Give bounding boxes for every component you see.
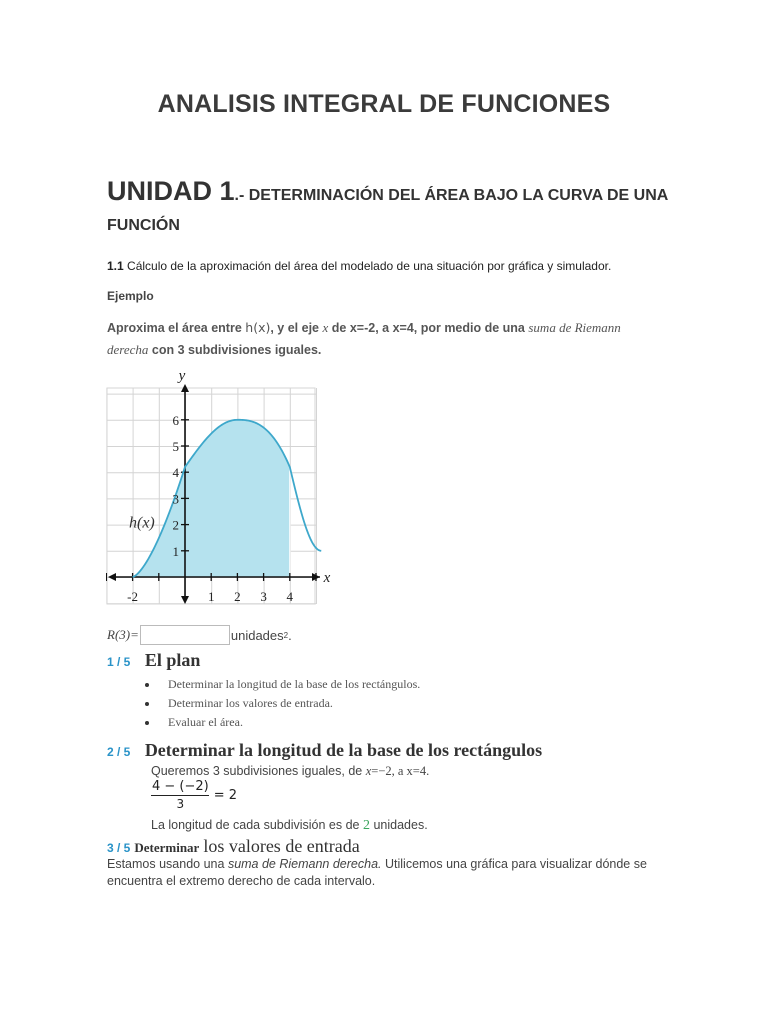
unit-subtitle: .- DETERMINACIÓN DEL ÁREA BAJO LA CURVA DE UNA FUNCIÓN xyxy=(107,187,668,234)
x-arrow-left-icon xyxy=(108,573,116,581)
prompt-method-2: derecha xyxy=(107,342,149,357)
step-2-fraction xyxy=(151,779,237,811)
list-item xyxy=(145,713,420,732)
step-1-number: 1 / 5 xyxy=(107,655,131,669)
bullet-icon xyxy=(145,702,149,706)
unit-label: UNIDAD 1 xyxy=(107,176,235,206)
prompt-text-1: Aproxima el área entre xyxy=(107,321,242,335)
step-3-title-a: Determinar xyxy=(134,840,200,855)
step-2-heading xyxy=(107,740,542,761)
answer-lhs: R(3)= xyxy=(107,627,139,642)
step-2-variable: x xyxy=(365,764,372,778)
answer-input[interactable] xyxy=(140,625,230,645)
example-label: Ejemplo xyxy=(107,289,154,303)
step-3-number: 3 / 5 xyxy=(107,841,131,855)
list-item xyxy=(145,694,420,713)
x-tick-label: 2 xyxy=(234,589,241,604)
y-axis-label: y xyxy=(178,368,186,384)
unit-heading xyxy=(107,176,727,241)
prompt-text-3: de x=-2, a x=4, por medio de una xyxy=(331,321,525,335)
section-heading xyxy=(107,259,611,273)
step-3-text-a: Estamos usando una xyxy=(107,857,225,871)
step-3-italic: suma de Riemann derecha. xyxy=(227,857,382,871)
step-2-title: Determinar la longitud de la base de los rectángulos xyxy=(144,740,543,760)
prompt-text-4: con 3 subdivisiones iguales. xyxy=(151,343,322,357)
step-2-text-c: La longitud de cada subdivisión es de xyxy=(151,818,360,832)
step-2-line-2 xyxy=(151,818,428,834)
answer-end: . xyxy=(288,627,292,643)
step-3-title-b: los valores de entrada xyxy=(203,836,360,856)
y-tick-label: 5 xyxy=(172,439,179,454)
prompt-method-1: suma de Riemann xyxy=(528,320,621,335)
graph-svg xyxy=(106,368,336,608)
plan-list xyxy=(145,675,420,732)
step-3-paragraph xyxy=(107,856,697,890)
step-2-text-d: unidades. xyxy=(373,818,428,832)
example-prompt xyxy=(107,317,667,361)
y-arrow-down-icon xyxy=(181,596,189,604)
section-number: 1.1 xyxy=(107,259,124,273)
y-tick-label: 2 xyxy=(172,517,179,533)
function-label: h(x) xyxy=(129,514,155,532)
prompt-variable: x xyxy=(322,320,329,335)
step-1-heading xyxy=(107,650,200,671)
x-tick-label: 3 xyxy=(260,589,267,604)
page-title: ANALISIS INTEGRAL DE FUNCIONES xyxy=(157,90,611,118)
answer-exponent: 2 xyxy=(283,630,289,640)
step-2-text-b: =−2, a x=4. xyxy=(371,764,430,778)
step-2-number: 2 / 5 xyxy=(107,745,131,759)
step-3-heading xyxy=(107,836,360,857)
step-3-text-b: Utilicemos una gráfica para visualizar dónde se encuentra el extremo derecho de cada intervalo. xyxy=(107,857,647,888)
answer-unit: unidades xyxy=(230,627,284,643)
bullet-icon xyxy=(145,683,149,687)
list-item-text: Determinar la longitud de la base de los rectángulos. xyxy=(168,677,421,691)
fraction-denominator: 3 xyxy=(176,797,185,811)
list-item xyxy=(145,675,420,694)
step-2-value: 2 xyxy=(362,818,370,833)
step-2-line-1 xyxy=(151,764,429,779)
list-item-text: Evaluar el área. xyxy=(168,715,243,729)
riemann-graph xyxy=(106,368,336,613)
step-1-title: El plan xyxy=(144,650,201,670)
fraction-numerator: 4 − (−2) xyxy=(152,779,209,794)
x-tick-label: 4 xyxy=(286,589,294,604)
x-tick-label: 1 xyxy=(207,589,215,604)
bullet-icon xyxy=(145,721,149,725)
y-tick-label: 6 xyxy=(172,412,179,428)
fraction-bar xyxy=(151,795,209,796)
y-tick-label: 3 xyxy=(172,491,179,507)
y-tick-label: 4 xyxy=(172,465,179,481)
prompt-function: h(x) xyxy=(245,320,271,335)
prompt-text-2: , y el eje xyxy=(270,321,320,335)
fraction-result: = 2 xyxy=(213,787,238,803)
x-axis-label: x xyxy=(323,570,331,586)
y-tick-label: 1 xyxy=(172,543,179,559)
list-item-text: Determinar los valores de entrada. xyxy=(168,696,333,710)
step-2-text-a: Queremos 3 subdivisiones iguales, de xyxy=(151,764,363,778)
x-tick-label: -2 xyxy=(127,589,139,604)
section-text: Cálculo de la aproximación del área del modelado de una situación por gráfica y simulador. xyxy=(127,259,612,273)
answer-row xyxy=(107,624,292,646)
